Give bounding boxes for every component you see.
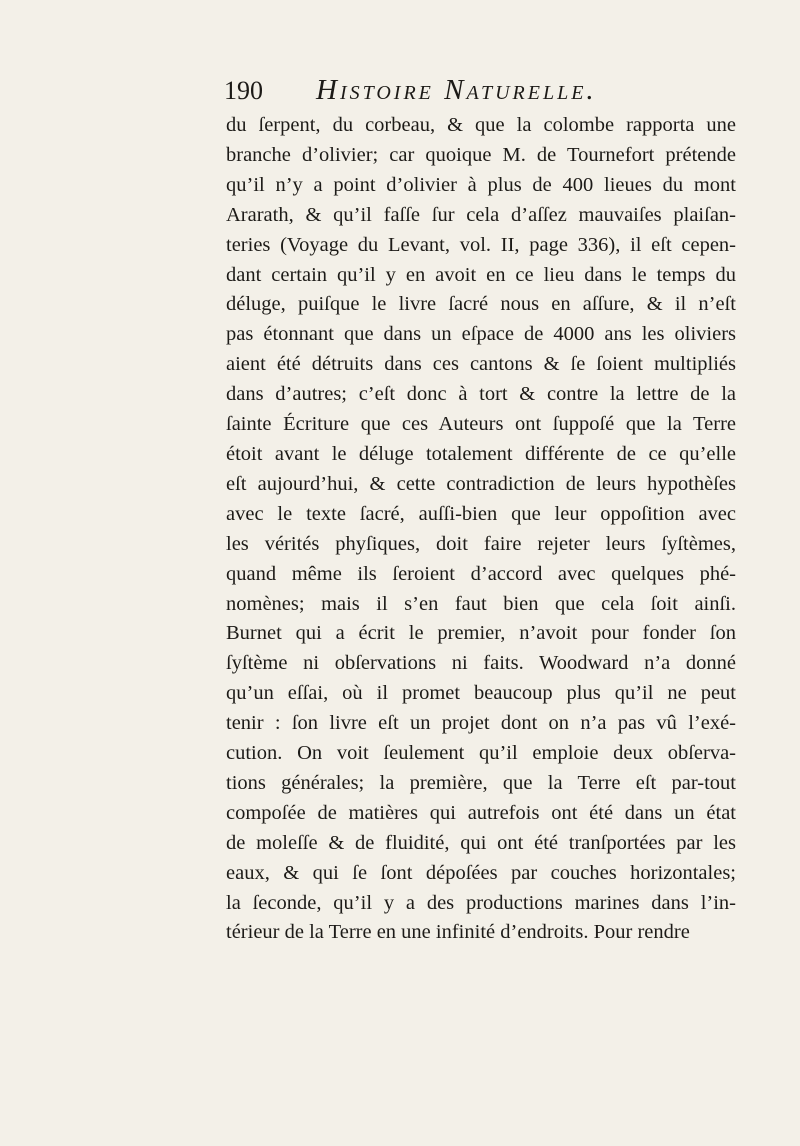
text-line: de moleſſe & de fluidité, qui ont été tranſportées par les <box>226 831 736 854</box>
text-line: térieur de la Terre en une infinité d’endroits. Pour rendre <box>226 921 690 944</box>
text-line: eaux, & qui ſe ſont dépoſées par couches horizontales; <box>226 861 736 884</box>
text-line: la ſeconde, qu’il y a des productions marines dans l’in- <box>226 891 736 914</box>
text-line: tenir : ſon livre eſt un projet dont on n’a pas vû l’exé- <box>226 712 736 735</box>
page-number: 190 <box>224 76 263 105</box>
text-line: compoſée de matières qui autrefois ont été dans un état <box>226 801 736 824</box>
text-line: étoit avant le déluge totalement différente de ce qu’elle <box>226 442 736 465</box>
page-header <box>224 76 744 116</box>
text-line: cution. On voit ſeulement qu’il emploie deux obſerva- <box>226 742 736 765</box>
text-line: dans d’autres; c’eſt donc à tort & contre la lettre de la <box>226 383 736 406</box>
text-line: avec le texte ſacré, auſſi-bien que leur oppoſition avec <box>226 502 736 525</box>
text-line: déluge, puiſque le livre ſacré nous en aſſure, & il n’eſt <box>226 293 736 316</box>
text-line: qu’il n’y a point d’olivier à plus de 400 lieues du mont <box>226 173 736 196</box>
text-line: ſyſtème ni obſervations ni faits. Woodward n’a donné <box>226 652 736 675</box>
text-line: qu’un eſſai, où il promet beaucoup plus qu’il ne peut <box>226 682 736 705</box>
text-line: teries (Voyage du Levant, vol. II, page 336), il eſt cepen- <box>226 233 736 256</box>
body-text <box>226 111 736 948</box>
text-line: branche d’olivier; car quoique M. de Tournefort prétende <box>226 143 736 166</box>
text-line: du ſerpent, du corbeau, & que la colombe rapporta une <box>226 114 736 136</box>
text-line: ſainte Écriture que ces Auteurs ont ſuppoſé que la Terre <box>226 413 736 436</box>
text-line: pas étonnant que dans un eſpace de 4000 ans les oliviers <box>226 323 736 346</box>
text-line: les vérités phyſiques, doit faire rejeter leurs ſyſtèmes, <box>226 532 736 555</box>
text-line: eſt aujourd’hui, & cette contradiction de leurs hypothèſes <box>226 472 736 495</box>
text-line: nomènes; mais il s’en faut bien que cela ſoit ainſi. <box>226 592 736 615</box>
text-line: Ararath, & qu’il faſſe ſur cela d’aſſez mauvaiſes plaiſan- <box>226 203 736 226</box>
text-line: aient été détruits dans ces cantons & ſe ſoient multipliés <box>226 353 736 376</box>
text-line: dant certain qu’il y en avoit en ce lieu dans le temps du <box>226 263 736 286</box>
text-line: tions générales; la première, que la Terre eſt par-tout <box>226 771 736 794</box>
text-line: Burnet qui a écrit le premier, n’avoit pour fonder ſon <box>226 622 736 645</box>
text-line: quand même ils ſeroient d’accord avec quelques phé- <box>226 562 736 585</box>
running-title: Histoire Naturelle. <box>316 74 597 106</box>
